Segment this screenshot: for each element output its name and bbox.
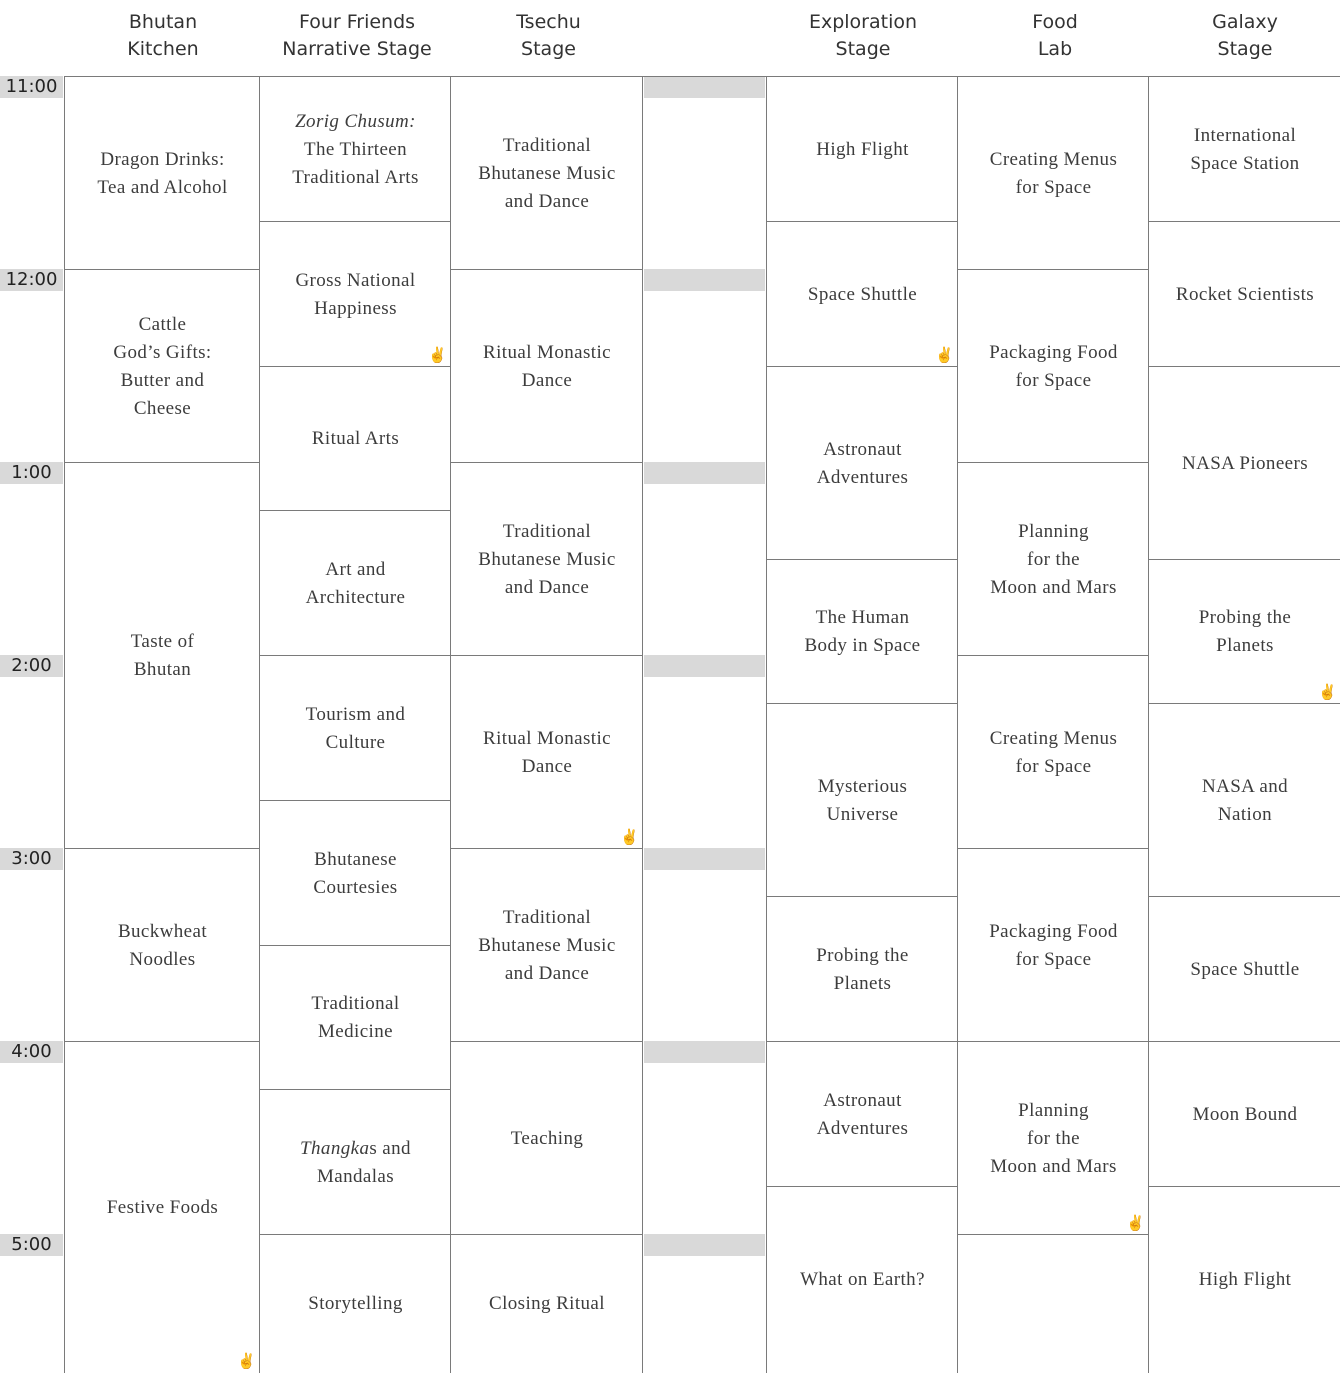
column-header-line: Stage xyxy=(521,38,576,60)
column-header-line: Four Friends xyxy=(298,11,416,33)
session-title-line: Happiness xyxy=(314,297,397,319)
time-label: 3:00 xyxy=(0,848,63,870)
session-title-line: for Space xyxy=(1015,369,1092,391)
session-cell xyxy=(450,655,643,849)
session-title-line: What on Earth? xyxy=(800,1269,925,1290)
session-title-line: Festive Foods xyxy=(106,1196,219,1218)
session-title-line: Space Shuttle xyxy=(1190,958,1300,980)
session-cell xyxy=(450,1234,643,1373)
session-title xyxy=(472,904,621,988)
sign-language-interpretation-icon: ✌ xyxy=(620,828,638,846)
session-cell xyxy=(766,221,958,367)
time-label: 1:00 xyxy=(0,462,63,484)
session-title-line: Thangkas and xyxy=(300,1137,411,1159)
session-title-line: Universe xyxy=(826,803,899,825)
session-title xyxy=(794,1266,931,1294)
session-title-line: Ritual Arts xyxy=(311,428,400,449)
session-title-line: International xyxy=(1193,124,1297,146)
column-header-tsechu-stage xyxy=(452,4,645,68)
session-title-line: Taste of xyxy=(130,631,195,652)
column-header-galaxy-stage xyxy=(1150,4,1340,68)
session-cell xyxy=(259,800,451,946)
session-cell xyxy=(766,366,958,560)
time-marker-bar xyxy=(644,1041,765,1063)
session-cell xyxy=(1148,1186,1340,1373)
session-title xyxy=(107,311,217,423)
session-title xyxy=(112,918,213,974)
session-cell xyxy=(766,1041,958,1187)
session-cell xyxy=(1148,896,1340,1042)
session-cell xyxy=(259,76,451,222)
sign-language-interpretation-icon: ✌ xyxy=(428,346,446,364)
session-title-line: for the xyxy=(1027,548,1080,570)
time-marker-bar xyxy=(644,462,765,484)
session-title-line: Cattle xyxy=(138,313,187,335)
session-title-line: and Dance xyxy=(504,190,590,212)
column-header-line: Bhutan xyxy=(128,11,198,33)
sign-language-interpretation-icon: ✌ xyxy=(935,346,953,364)
session-title xyxy=(1187,1101,1304,1129)
session-title-line: Tea and Alcohol xyxy=(97,176,228,198)
sign-language-interpretation-icon: ✌ xyxy=(237,1352,255,1370)
time-label: 12:00 xyxy=(0,269,63,291)
session-title-line: Planets xyxy=(833,972,892,994)
session-title-line: Traditional Arts xyxy=(292,166,419,188)
session-cell xyxy=(64,269,260,463)
gap-column-border xyxy=(766,76,767,1373)
session-title xyxy=(984,1097,1123,1181)
session-title xyxy=(1193,604,1298,660)
session-title-line: Culture xyxy=(325,731,386,753)
session-cell xyxy=(1148,559,1340,704)
session-title-line: for the xyxy=(1027,1127,1080,1149)
session-cell xyxy=(766,76,958,222)
session-title-line: Bhutanese xyxy=(314,848,397,870)
session-title-line: Traditional xyxy=(502,520,592,542)
time-marker-bar xyxy=(644,655,765,677)
session-title xyxy=(305,990,405,1046)
session-title-line: Moon and Mars xyxy=(990,576,1117,598)
session-title-line: Moon and Mars xyxy=(990,1155,1117,1177)
session-title-line: Astronaut xyxy=(823,438,902,460)
session-cell xyxy=(450,269,643,463)
session-title-line: Bhutanese Music xyxy=(478,548,616,570)
italic-term: Thangka xyxy=(300,1137,370,1159)
session-title xyxy=(472,518,621,602)
session-cell xyxy=(259,221,451,367)
session-cell xyxy=(450,76,643,270)
session-title-line: Planning xyxy=(1018,1099,1089,1121)
session-title-line: Tourism and xyxy=(305,703,406,725)
column-header-exploration-stage xyxy=(766,4,960,68)
session-title-line: Planets xyxy=(1216,635,1274,656)
session-title xyxy=(286,108,425,192)
session-title xyxy=(983,918,1124,974)
session-cell xyxy=(1148,366,1340,560)
session-title-line: Creating Menus xyxy=(989,727,1118,749)
session-title xyxy=(1193,1266,1298,1294)
session-title xyxy=(1184,956,1305,984)
time-label: 2:00 xyxy=(0,655,63,677)
session-title-line: and Dance xyxy=(504,576,590,598)
session-title xyxy=(91,146,233,202)
session-title xyxy=(1184,122,1305,178)
session-title xyxy=(101,1194,224,1222)
session-title-line: Closing Ritual xyxy=(489,1293,605,1314)
session-title xyxy=(811,1087,915,1143)
session-title-line: Zorig Chusum: xyxy=(295,110,416,132)
session-title xyxy=(477,339,617,395)
session-title-line: for Space xyxy=(1015,948,1092,970)
session-cell xyxy=(64,1041,260,1373)
session-title-line: The Thirteen xyxy=(303,138,408,160)
session-cell xyxy=(1148,703,1340,897)
time-marker-bar xyxy=(644,848,765,870)
session-title-line: Ritual Monastic xyxy=(483,341,611,363)
column-header-four-friends-narrative-stage xyxy=(262,4,452,68)
session-cell xyxy=(957,269,1149,463)
session-cell xyxy=(259,366,451,511)
session-title-line: Traditional xyxy=(311,993,400,1014)
session-cell xyxy=(1148,76,1340,222)
session-title-line: Planning xyxy=(1018,520,1089,542)
column-header-line: Stage xyxy=(835,38,891,60)
column-header-line: Tsechu xyxy=(516,11,581,33)
column-header-line: Galaxy xyxy=(1212,11,1278,33)
session-title xyxy=(307,846,403,902)
session-title-line: NASA and xyxy=(1201,775,1289,797)
column-header-line: Narrative Stage xyxy=(282,38,432,60)
session-cell xyxy=(1148,221,1340,367)
session-cell xyxy=(766,896,958,1042)
session-title-line: Architecture xyxy=(305,586,406,608)
time-marker-bar xyxy=(644,76,765,98)
session-cell xyxy=(64,848,260,1042)
session-title-line: Bhutan xyxy=(133,659,192,680)
session-title-line: Buckwheat xyxy=(117,920,208,942)
session-title-line: Cheese xyxy=(133,397,192,419)
session-title-line: Gross National xyxy=(295,269,416,291)
session-title xyxy=(984,146,1124,202)
session-cell xyxy=(957,655,1149,849)
session-title xyxy=(505,1125,590,1153)
session-title-line: Astronaut xyxy=(823,1089,902,1111)
session-title-line: Courtesies xyxy=(313,876,398,898)
session-title xyxy=(798,604,926,660)
session-title-line: Dance xyxy=(521,369,573,391)
time-label: 11:00 xyxy=(0,76,63,98)
column-header-food-lab xyxy=(960,4,1150,68)
session-title-line: Adventures xyxy=(816,466,909,488)
session-title-line: Body in Space xyxy=(804,635,921,656)
session-title xyxy=(984,518,1123,602)
session-title xyxy=(306,425,405,453)
session-title xyxy=(294,1135,417,1191)
session-title xyxy=(812,773,914,829)
column-header-line: Food xyxy=(1032,11,1078,33)
session-title-line: Packaging Food xyxy=(989,341,1118,363)
session-cell xyxy=(957,848,1149,1042)
session-cell xyxy=(957,1234,1149,1373)
session-cell xyxy=(64,462,260,849)
session-cell xyxy=(450,1041,643,1235)
session-title-line: for Space xyxy=(1015,176,1092,198)
session-title-line: High Flight xyxy=(1198,1269,1292,1290)
column-header-line: Lab xyxy=(1037,38,1073,60)
session-title-line: Space Shuttle xyxy=(807,283,918,305)
session-title xyxy=(289,267,421,323)
session-title xyxy=(1176,450,1314,478)
session-title xyxy=(984,725,1124,781)
session-title xyxy=(810,942,915,998)
session-title-line: Medicine xyxy=(318,1021,393,1042)
session-title-line: Nation xyxy=(1217,803,1273,825)
session-title xyxy=(1170,281,1320,309)
session-cell xyxy=(259,945,451,1090)
session-cell xyxy=(957,76,1149,270)
session-title-line: Probing the xyxy=(816,944,909,966)
time-marker-bar xyxy=(644,1234,765,1256)
session-title-line: Space Station xyxy=(1190,152,1300,174)
session-title-line: The Human xyxy=(815,607,910,628)
session-title-line: Bhutanese Music xyxy=(478,162,616,184)
session-cell xyxy=(957,1041,1149,1235)
session-title xyxy=(1196,773,1294,829)
session-cell xyxy=(64,76,260,270)
session-title-line: Butter and xyxy=(120,369,205,391)
session-title xyxy=(483,1290,611,1318)
session-title-line: Rocket Scientists xyxy=(1175,283,1315,305)
session-title-line: God’s Gifts: xyxy=(113,341,212,363)
session-title-line: Traditional xyxy=(502,906,592,928)
session-title-line: Teaching xyxy=(510,1127,584,1149)
session-title xyxy=(983,339,1124,395)
session-title-line: Moon Bound xyxy=(1192,1103,1298,1125)
session-title-line: Ritual Monastic xyxy=(483,727,611,749)
session-title-line: Noodles xyxy=(129,948,196,970)
session-title xyxy=(811,436,915,492)
session-cell xyxy=(450,462,643,656)
session-title-line: Creating Menus xyxy=(989,148,1118,170)
session-title-line: Storytelling xyxy=(308,1293,403,1314)
session-cell xyxy=(1148,1041,1340,1187)
time-label: 4:00 xyxy=(0,1041,63,1063)
session-title-line: Probing the xyxy=(1198,607,1292,628)
session-title xyxy=(302,1290,409,1318)
grid-top-rule xyxy=(642,76,766,77)
session-title xyxy=(300,701,412,757)
session-title-line: Art and xyxy=(325,558,386,580)
session-title-line: Mandalas xyxy=(316,1165,395,1187)
session-title-line: High Flight xyxy=(816,138,909,160)
session-cell xyxy=(766,559,958,704)
session-title-line: Bhutanese Music xyxy=(478,934,616,956)
session-title xyxy=(810,136,915,164)
column-header-line: Kitchen xyxy=(127,38,199,60)
session-cell xyxy=(957,462,1149,656)
session-title xyxy=(802,281,923,309)
session-cell xyxy=(766,1186,958,1373)
session-cell xyxy=(766,703,958,897)
session-title-line: Traditional xyxy=(502,134,592,156)
session-title xyxy=(472,132,621,216)
session-cell xyxy=(259,655,451,801)
session-title xyxy=(125,628,201,684)
session-title-line: for Space xyxy=(1015,755,1092,777)
column-header-bhutan-kitchen xyxy=(64,4,262,68)
session-title-line: Adventures xyxy=(816,1117,909,1139)
time-marker-bar xyxy=(644,269,765,291)
column-header-line: Exploration xyxy=(808,11,918,33)
session-cell xyxy=(259,1234,451,1373)
session-title xyxy=(300,556,412,612)
sign-language-interpretation-icon: ✌ xyxy=(1126,1214,1144,1232)
session-cell xyxy=(450,848,643,1042)
session-cell xyxy=(259,510,451,656)
time-label: 5:00 xyxy=(0,1234,63,1256)
session-title-line: Packaging Food xyxy=(989,920,1118,942)
session-title-line: Mysterious xyxy=(817,775,908,797)
column-header-line: Stage xyxy=(1217,38,1273,60)
session-title xyxy=(477,725,617,781)
session-title-line: and Dance xyxy=(504,962,590,984)
session-title-line: Dragon Drinks: xyxy=(100,148,225,170)
session-title-line: NASA Pioneers xyxy=(1181,452,1309,474)
sign-language-interpretation-icon: ✌ xyxy=(1318,683,1336,701)
session-cell xyxy=(259,1089,451,1235)
gap-column-border xyxy=(642,76,643,1373)
session-title-line: Dance xyxy=(521,755,573,777)
